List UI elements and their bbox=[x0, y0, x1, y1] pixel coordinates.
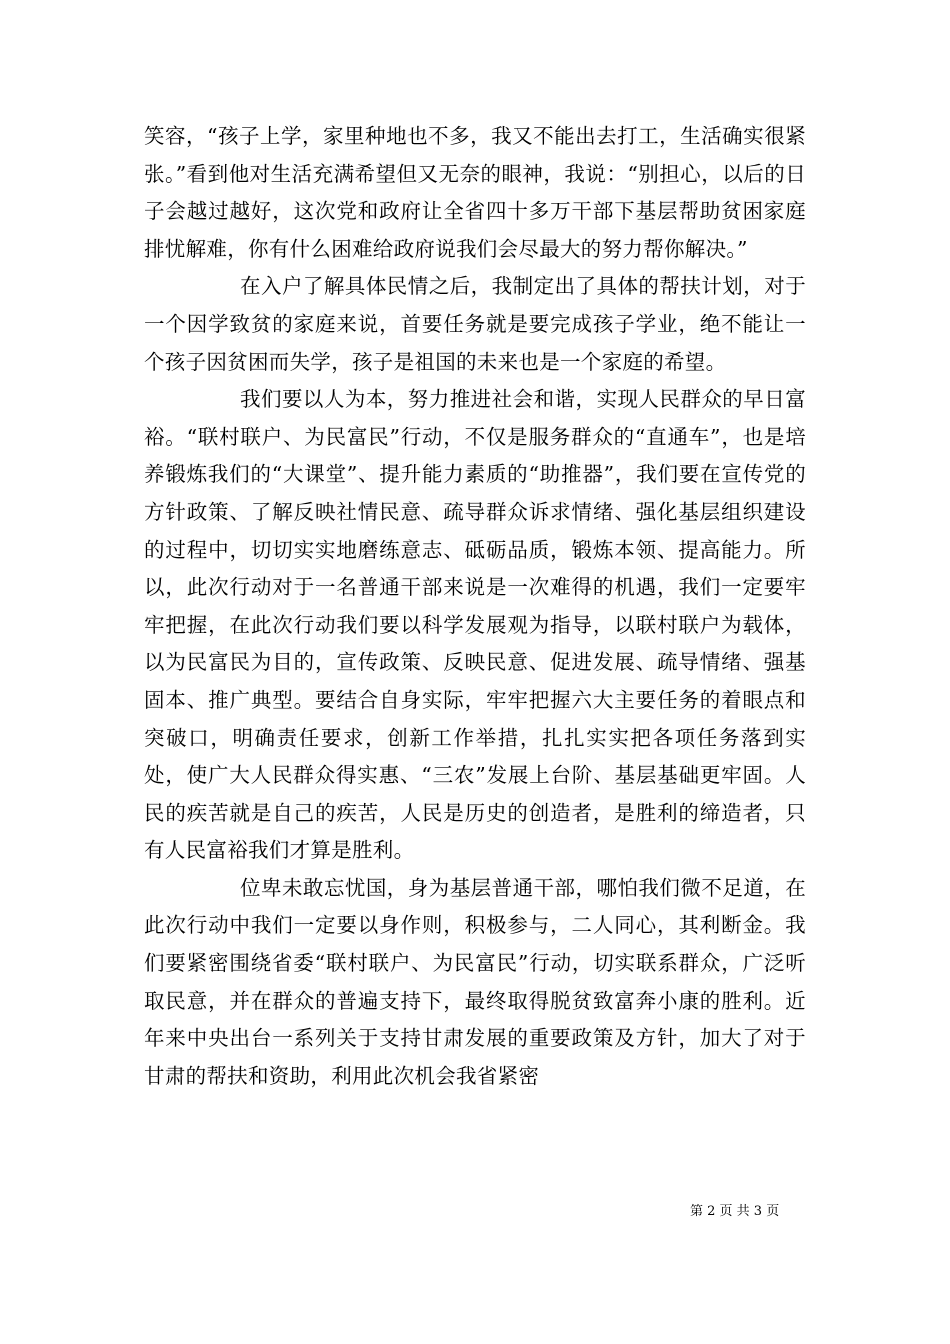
document-body bbox=[144, 118, 806, 1095]
paragraph-4: 位卑未敢忘忧国，身为基层普通干部，哪怕我们微不足道，在此次行动中我们一定要以身作则，积极参与，二人同心，其利断金。我们要紧密围绕省委“联村联户、为民富民”行动，切实联系群众，广泛听取民意，并在群众的普遍支持下，最终取得脱贫致富奔小康的胜利。近年来中央出台一系列关于支持甘肃发展的重要政策及方针，加大了对于甘肃的帮扶和资助，利用此次机会我省紧密 bbox=[144, 875, 806, 1088]
paragraph-2: 在入户了解具体民情之后，我制定出了具体的帮扶计划，对于一个因学致贫的家庭来说，首要任务就是要完成孩子学业，绝不能让一个孩子因贫困而失学，孩子是祖国的未来也是一个家庭的希望。 bbox=[144, 274, 806, 374]
paragraph-1: 笑容，“孩子上学，家里种地也不多，我又不能出去打工，生活确实很紧张。”看到他对生活充满希望但又无奈的眼神，我说：“别担心，以后的日子会越过越好，这次党和政府让全省四十多万干部下基层帮助贫困家庭排忧解难，你有什么困难给政府说我们会尽最大的努力帮你解决。” bbox=[144, 124, 806, 261]
paragraph-3: 我们要以人为本，努力推进社会和谐，实现人民群众的早日富裕。“联村联户、为民富民”行动，不仅是服务群众的“直通车”，也是培养锻炼我们的“大课堂”、提升能力素质的“助推器”，我们要在宣传党的方针政策、了解反映社情民意、疏导群众诉求情绪、强化基层组织建设的过程中，切切实实地磨练意志、砥砺品质，锻炼本领、提高能力。所以，此次行动对于一名普通干部来说是一次难得的机遇，我们一定要牢牢把握，在此次行动我们要以科学发展观为指导，以联村联户为载体，以为民富民为目的，宣传政策、反映民意、促进发展、疏导情绪、强基固本、推广典型。要结合自身实际，牢牢把握六大主要任务的着眼点和突破口，明确责任要求，创新工作举措，扎扎实实把各项任务落到实处，使广大人民群众得实惠、“三农”发展上台阶、基层基础更牢固。人民的疾苦就是自己的疾苦，人民是历史的创造者，是胜利的缔造者，只有人民富裕我们才算是胜利。 bbox=[144, 387, 806, 863]
page-number-footer: 第 2 页 共 3 页 bbox=[690, 1204, 780, 1219]
